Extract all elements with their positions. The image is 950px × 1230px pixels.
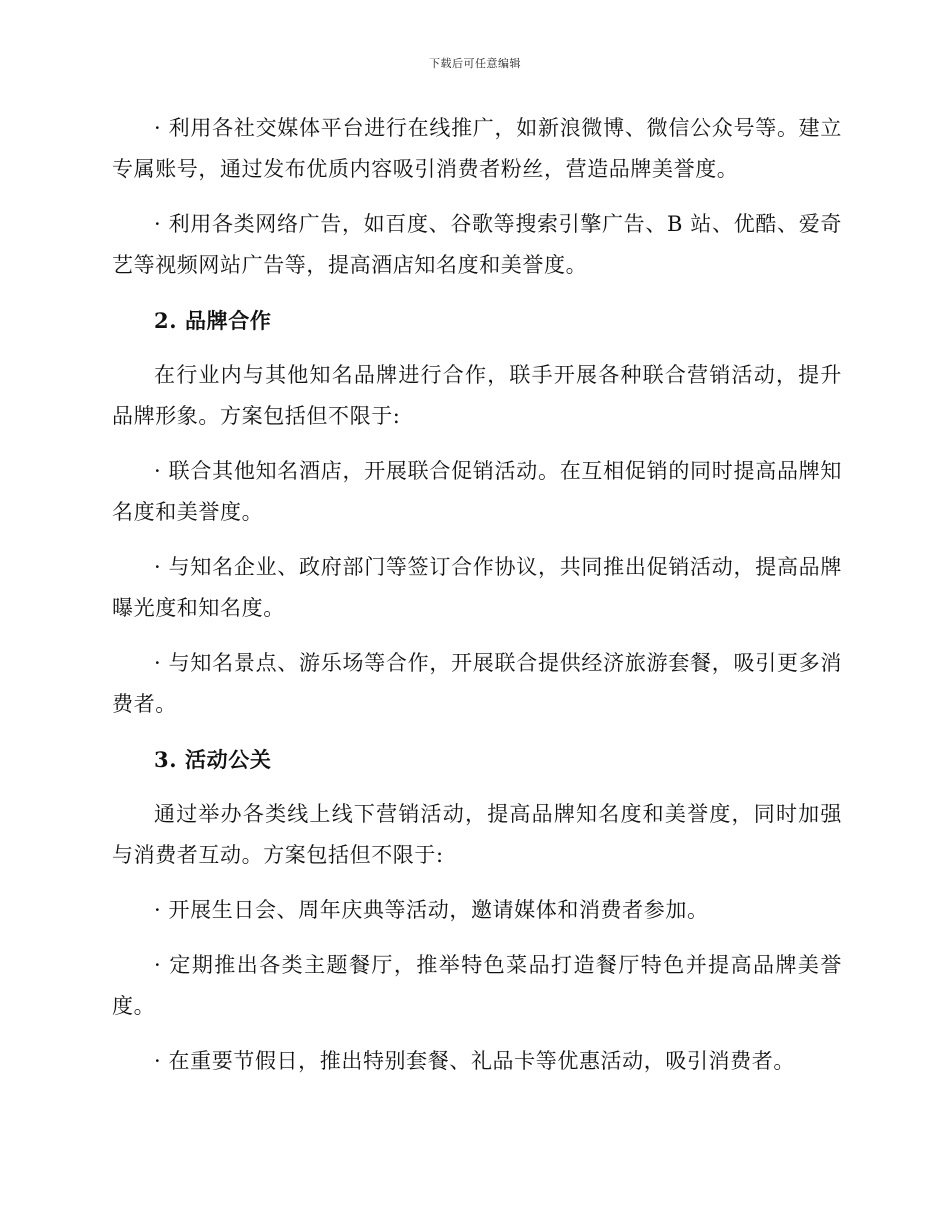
bullet-enterprise-cooperation: · 与知名企业、政府部门等签订合作协议，共同推出促销活动，提高品牌曝光度和知名度。 [112,555,842,620]
section-heading-brand-cooperation: 2. 品牌合作 [154,308,272,333]
paragraph-brand-cooperation: 在行业内与其他知名品牌进行合作，联手开展各种联合营销活动，提升品牌形象。方案包括但不限于: [112,363,842,428]
bullet-holiday-promotions: · 在重要节假日，推出特别套餐、礼品卡等优惠活动，吸引消费者。 [154,1049,795,1073]
bullet-social-media: · 利用各社交媒体平台进行在线推广，如新浪微博、微信公众号等。建立专属账号，通过发布优质内容吸引消费者粉丝，营造品牌美誉度。 [112,116,842,181]
paragraph-event-pr: 通过举办各类线上线下营销活动，提高品牌知名度和美誉度，同时加强与消费者互动。方案包括但不限于: [112,802,842,867]
bullet-anniversary-events: · 开展生日会、周年庆典等活动，邀请媒体和消费者参加。 [154,898,709,922]
page-header: 下载后可任意编辑 [429,57,521,70]
bullet-hotel-cooperation: · 联合其他知名酒店，开展联合促销活动。在互相促销的同时提高品牌知名度和美誉度。 [112,459,842,524]
bullet-online-ads: · 利用各类网络广告，如百度、谷歌等搜索引擎广告、B 站、优酷、爱奇艺等视频网站广告等，提高酒店知名度和美誉度。 [112,212,842,277]
bullet-theme-restaurants: · 定期推出各类主题餐厅，推举特色菜品打造餐厅特色并提高品牌美誉度。 [112,953,842,1018]
section-heading-event-pr: 3. 活动公关 [154,747,272,772]
bullet-scenic-cooperation: · 与知名景点、游乐场等合作，开展联合提供经济旅游套餐，吸引更多消费者。 [112,651,842,716]
document-body [112,108,842,1096]
